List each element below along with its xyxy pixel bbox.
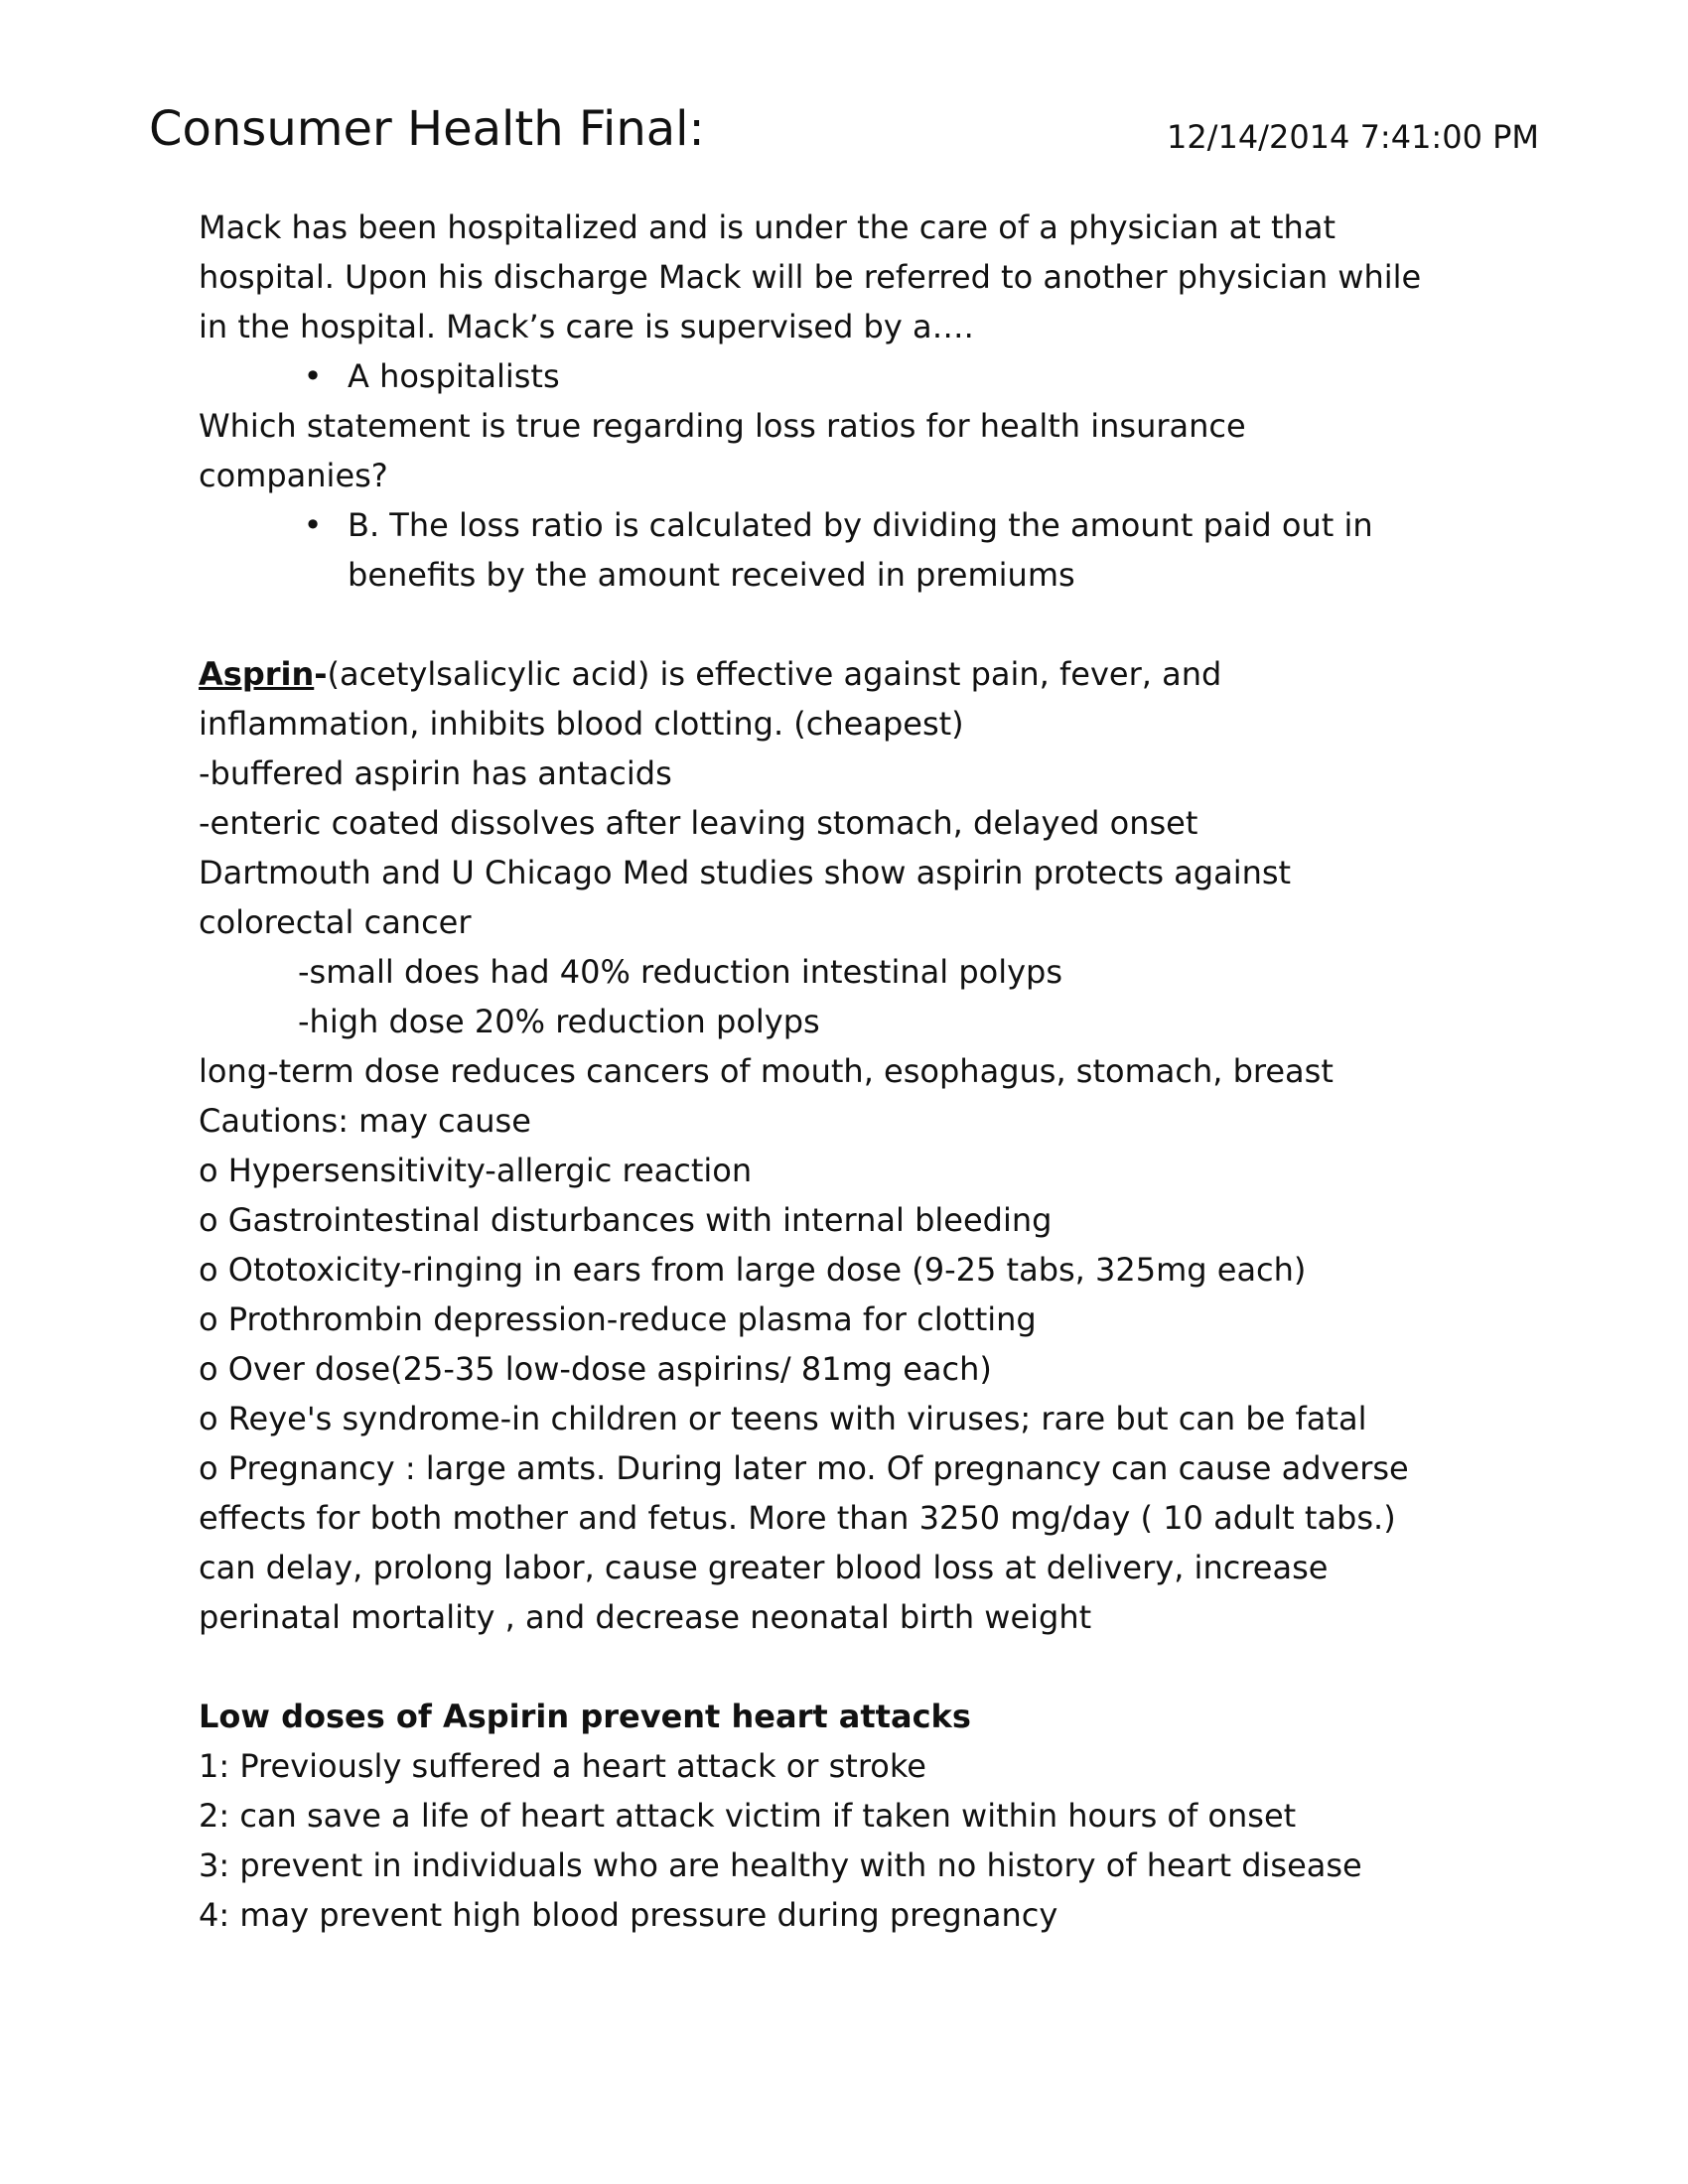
low-doses-item: 1: Previously suffered a heart attack or stroke [199, 1747, 926, 1785]
aspirin-line: -buffered aspirin has antacids [199, 754, 672, 792]
question-1-line: Mack has been hospitalized and is under the care of a physician at that [199, 208, 1336, 246]
answer-text: A hospitalists [348, 357, 560, 395]
low-doses-item: 3: prevent in individuals who are healthy with no history of heart disease [199, 1846, 1362, 1884]
aspirin-first-line: (acetylsalicylic acid) is effective against pain, fever, and [327, 655, 1222, 693]
aspirin-line: -enteric coated dissolves after leaving stomach, delayed onset [199, 804, 1198, 842]
question-1-line: hospital. Upon his discharge Mack will be referred to another physician while [199, 258, 1422, 296]
answer-text: B. The loss ratio is calculated by dividing the amount paid out in [348, 506, 1373, 544]
caution-item: o Ototoxicity-ringing in ears from large dose (9-25 tabs, 325mg each) [199, 1251, 1307, 1289]
aspirin-line: long-term dose reduces cancers of mouth, esophagus, stomach, breast [199, 1052, 1334, 1090]
question-1-line: in the hospital. Mack’s care is supervised by a…. [199, 308, 974, 345]
question-2-answer-cont: benefits by the amount received in premiums [348, 556, 1075, 594]
low-doses-item: 2: can save a life of heart attack victim if taken within hours of onset [199, 1797, 1297, 1835]
aspirin-line: perinatal mortality , and decrease neonatal birth weight [199, 1598, 1092, 1636]
aspirin-line: can delay, prolong labor, cause greater blood loss at delivery, increase [199, 1549, 1329, 1586]
timestamp: 12/14/2014 7:41:00 PM [1166, 118, 1539, 156]
aspirin-line: Cautions: may cause [199, 1102, 531, 1140]
caution-item: o Gastrointestinal disturbances with internal bleeding [199, 1201, 1053, 1239]
bullet-icon: • [303, 506, 323, 544]
aspirin-line: colorectal cancer [199, 903, 472, 941]
aspirin-heading: Asprin [199, 655, 315, 693]
low-doses-heading: Low doses of Aspirin prevent heart attacks [199, 1698, 971, 1735]
caution-item: o Hypersensitivity-allergic reaction [199, 1152, 753, 1189]
aspirin-indented-line: -small does had 40% reduction intestinal polyps [298, 953, 1063, 991]
aspirin-heading-line [199, 649, 1519, 699]
aspirin-indented-line: -high dose 20% reduction polyps [298, 1003, 820, 1040]
question-1-answer [199, 351, 1519, 401]
caution-item: o Reye's syndrome-in children or teens with viruses; rare but can be fatal [199, 1400, 1367, 1437]
question-2-answer [199, 500, 1519, 550]
aspirin-line: effects for both mother and fetus. More than 3250 mg/day ( 10 adult tabs.) [199, 1499, 1396, 1537]
low-doses-item: 4: may prevent high blood pressure during pregnancy [199, 1896, 1058, 1934]
caution-item: o Over dose(25-35 low-dose aspirins/ 81mg each) [199, 1350, 992, 1388]
caution-item: o Prothrombin depression-reduce plasma for clotting [199, 1300, 1037, 1338]
aspirin-line: Dartmouth and U Chicago Med studies show aspirin protects against [199, 854, 1292, 891]
caution-item: o Pregnancy : large amts. During later mo. Of pregnancy can cause adverse [199, 1449, 1409, 1487]
document-body [199, 203, 1519, 1940]
spacer [199, 600, 1519, 649]
bullet-icon: • [303, 357, 323, 395]
spacer [199, 1642, 1519, 1692]
question-2-line: companies? [199, 457, 388, 494]
page-title: Consumer Health Final: [149, 101, 705, 157]
aspirin-heading-dash: - [314, 655, 328, 693]
question-2-line: Which statement is true regarding loss ratios for health insurance [199, 407, 1246, 445]
aspirin-line: inflammation, inhibits blood clotting. (cheapest) [199, 705, 964, 743]
